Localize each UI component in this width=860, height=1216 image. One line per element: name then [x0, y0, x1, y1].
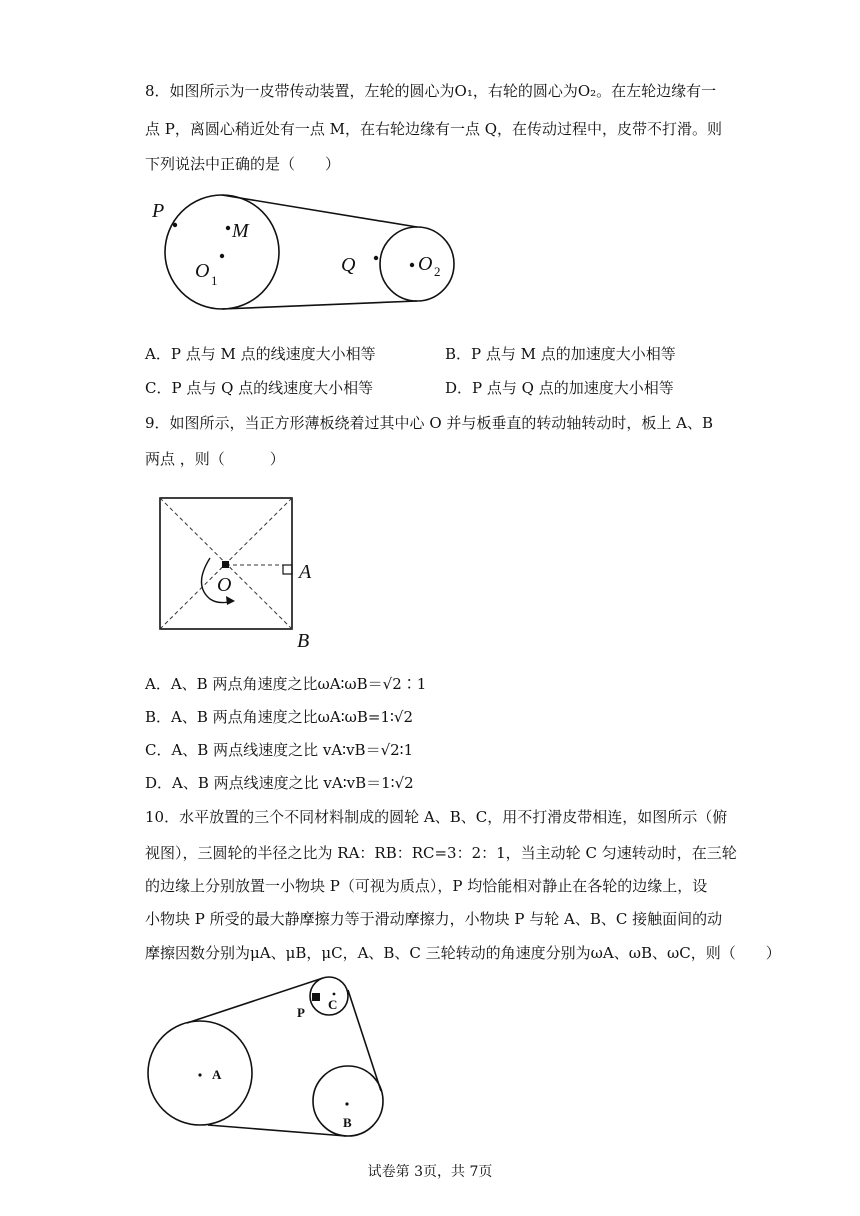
q10-stem-line1: 10．水平放置的三个不同材料制成的圆轮 A、B、C，用不打滑皮带相连，如图所示（俯 — [145, 808, 728, 826]
q8-option-c: C．P 点与 Q 点的线速度大小相等 — [145, 379, 374, 397]
q8-option-a: A．P 点与 M 点的线速度大小相等 — [145, 345, 376, 363]
q9-option-a: A．A、B 两点角速度之比ωA∶ωB＝√2∶1 — [145, 675, 427, 693]
q8-option-d: D．P 点与 Q 点的加速度大小相等 — [445, 379, 674, 397]
q8-label-o2-sub: 2 — [434, 264, 441, 279]
q10-stem-line4: 小物块 P 所受的最大静摩擦力等于滑动摩擦力，小物块 P 与轮 A、B、C 接触面间的动 — [145, 910, 723, 928]
q9-label-a: A — [299, 561, 312, 583]
q9-option-d: D．A、B 两点线速度之比 vA∶vB＝1∶√2 — [145, 774, 414, 792]
q10-label-p: P — [297, 1005, 305, 1020]
q8-option-b: B．P 点与 M 点的加速度大小相等 — [445, 345, 676, 363]
q8-label-p: P — [152, 200, 165, 222]
q10-stem-line5: 摩擦因数分别为μA、μB，μC，A、B、C 三轮转动的角速度分别为ωA、ωB、ωC，则（ ） — [145, 944, 781, 962]
q8-stem-line3: 下列说法中正确的是（ ） — [145, 155, 341, 173]
q8-stem-line2: 点 P，离圆心稍近处有一点 M，在右轮边缘有一点 Q，在传动过程中，皮带不打滑。则 — [145, 120, 723, 138]
q8-label-m: M — [232, 220, 249, 242]
q10-label-b: B — [343, 1115, 352, 1130]
q9-square-figure — [155, 495, 325, 655]
q10-label-a: A — [212, 1067, 222, 1082]
q8-label-o2: O — [418, 253, 433, 275]
q10-stem-line3: 的边缘上分别放置一小物块 P（可视为质点），P 均恰能相对静止在各轮的边缘上，设 — [145, 877, 708, 895]
q9-label-b: B — [297, 630, 310, 652]
q8-label-q: Q — [341, 254, 356, 276]
q9-stem-line2: 两点 ，则（ ） — [145, 450, 285, 468]
q9-stem-line1: 9．如图所示，当正方形薄板绕着过其中心 O 并与板垂直的转动轴转动时，板上 A、B — [145, 414, 714, 432]
q9-option-c: C．A、B 两点线速度之比 vA∶vB＝√2∶1 — [145, 741, 414, 759]
q10-label-c: C — [328, 997, 338, 1012]
q10-stem-line2: 视图），三圆轮的半径之比为 RA：RB：RC=3：2：1，当主动轮 C 匀速转动时，在三轮 — [145, 844, 737, 862]
q9-label-o: O — [217, 574, 232, 596]
q8-label-o1: O — [195, 260, 210, 282]
q8-belt-figure — [145, 190, 475, 320]
q8-stem-line1: 8．如图所示为一皮带传动装置，左轮的圆心为O₁，右轮的圆心为O₂。在左轮边缘有一 — [145, 82, 717, 100]
q9-option-b: B．A、B 两点角速度之比ωA∶ωB=1∶√2 — [145, 708, 413, 726]
page-footer: 试卷第 3页，共 7页 — [367, 1164, 493, 1180]
q10-three-wheel-figure — [140, 965, 400, 1145]
q8-label-o1-sub: 1 — [211, 273, 218, 288]
